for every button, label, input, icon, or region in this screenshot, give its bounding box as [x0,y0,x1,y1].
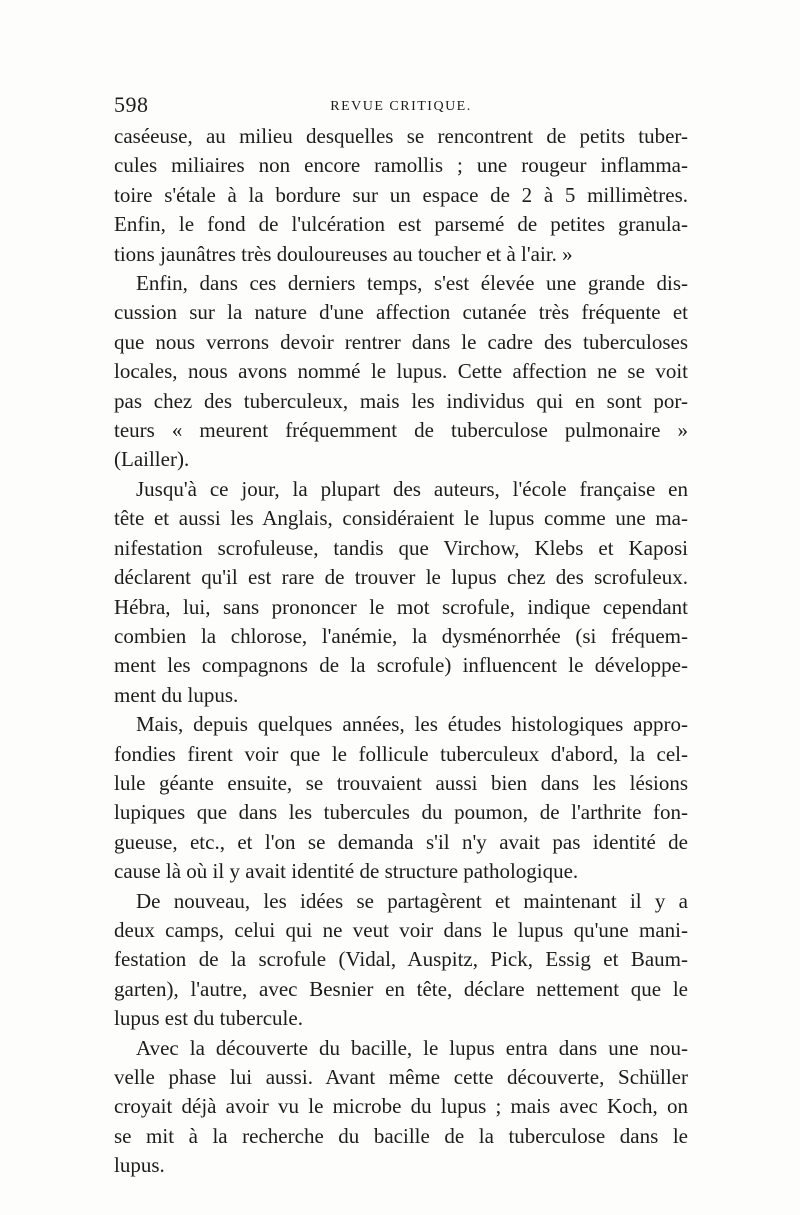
text-line: combien la chlorose, l'anémie, la dysménorrhée (si fréquem- [114,623,688,648]
paragraph [114,122,688,269]
text-line: tions jaunâtres très douloureuses au toucher et à l'air. » [114,241,573,266]
text-line: se mit à la recherche du bacille de la tuberculose dans le [114,1123,688,1148]
text-line: croyait déjà avoir vu le microbe du lupus ; mais avec Koch, on [114,1094,688,1119]
paragraph [114,269,688,475]
page-number: 598 [114,92,149,117]
book-page [114,92,688,1181]
text-line: Jusqu'à ce jour, la plupart des auteurs, l'école française en [136,476,688,501]
text-line: fondies firent voir que le follicule tuberculeux d'abord, la cel- [114,741,688,766]
text-line: Avec la découverte du bacille, le lupus entra dans une nou- [136,1035,688,1060]
text-line: De nouveau, les idées se partagèrent et maintenant il y a [136,888,688,913]
text-line: lupiques que dans les tubercules du poumon, de l'arthrite fon- [114,800,688,825]
text-line: lule géante ensuite, se trouvaient aussi bien dans les lésions [114,770,688,795]
page-header [114,92,688,122]
text-line: locales, nous avons nommé le lupus. Cette affection ne se voit [114,359,688,384]
text-line: gueuse, etc., et l'on se demanda s'il n'y avait pas identité de [114,829,688,854]
text-line: Enfin, dans ces derniers temps, s'est élevée une grande dis- [136,271,688,296]
text-line: Enfin, le fond de l'ulcération est parsemé de petites granula- [114,212,688,237]
text-line: tête et aussi les Anglais, considéraient le lupus comme une ma- [114,506,688,531]
text-line: ment les compagnons de la scrofule) influencent le développe- [114,653,688,678]
text-line: toire s'étale à la bordure sur un espace de 2 à 5 millimètres. [114,182,688,207]
text-line: (Lailler). [114,447,190,472]
text-line: Hébra, lui, sans prononcer le mot scrofule, indique cependant [114,594,688,619]
text-line: festation de la scrofule (Vidal, Auspitz, Pick, Essig et Baum- [114,947,688,972]
text-line: deux camps, celui qui ne veut voir dans le lupus qu'une mani- [114,917,688,942]
text-line: nifestation scrofuleuse, tandis que Virchow, Klebs et Kaposi [114,535,688,560]
text-line: lupus est du tubercule. [114,1006,303,1031]
text-line: cules miliaires non encore ramollis ; une rougeur inflamma- [114,153,688,178]
text-line: pas chez des tuberculeux, mais les individus qui en sont por- [114,388,688,413]
paragraph [114,887,688,1034]
text-line: teurs « meurent fréquemment de tuberculose pulmonaire » [114,418,688,443]
text-line: déclarent qu'il est rare de trouver le lupus chez des scrofuleux. [114,565,688,590]
text-line: ment du lupus. [114,682,239,707]
running-title: REVUE CRITIQUE. [330,99,472,114]
text-line: garten), l'autre, avec Besnier en tête, déclare nettement que le [114,976,688,1001]
text-line: cussion sur la nature d'une affection cutanée très fréquente et [114,300,688,325]
text-line: cause là où il y avait identité de structure pathologique. [114,859,579,884]
text-line: que nous verrons devoir rentrer dans le cadre des tuberculoses [114,329,688,354]
text-line: velle phase lui aussi. Avant même cette découverte, Schüller [114,1065,688,1089]
paragraph [114,1034,688,1181]
text-line: Mais, depuis quelques années, les études histologiques appro- [136,712,688,737]
paragraph [114,710,688,886]
body-text [114,122,688,1181]
paragraph [114,475,688,710]
text-line: lupus. [114,1153,165,1178]
text-line: caséeuse, au milieu desquelles se rencontrent de petits tuber- [114,124,688,148]
